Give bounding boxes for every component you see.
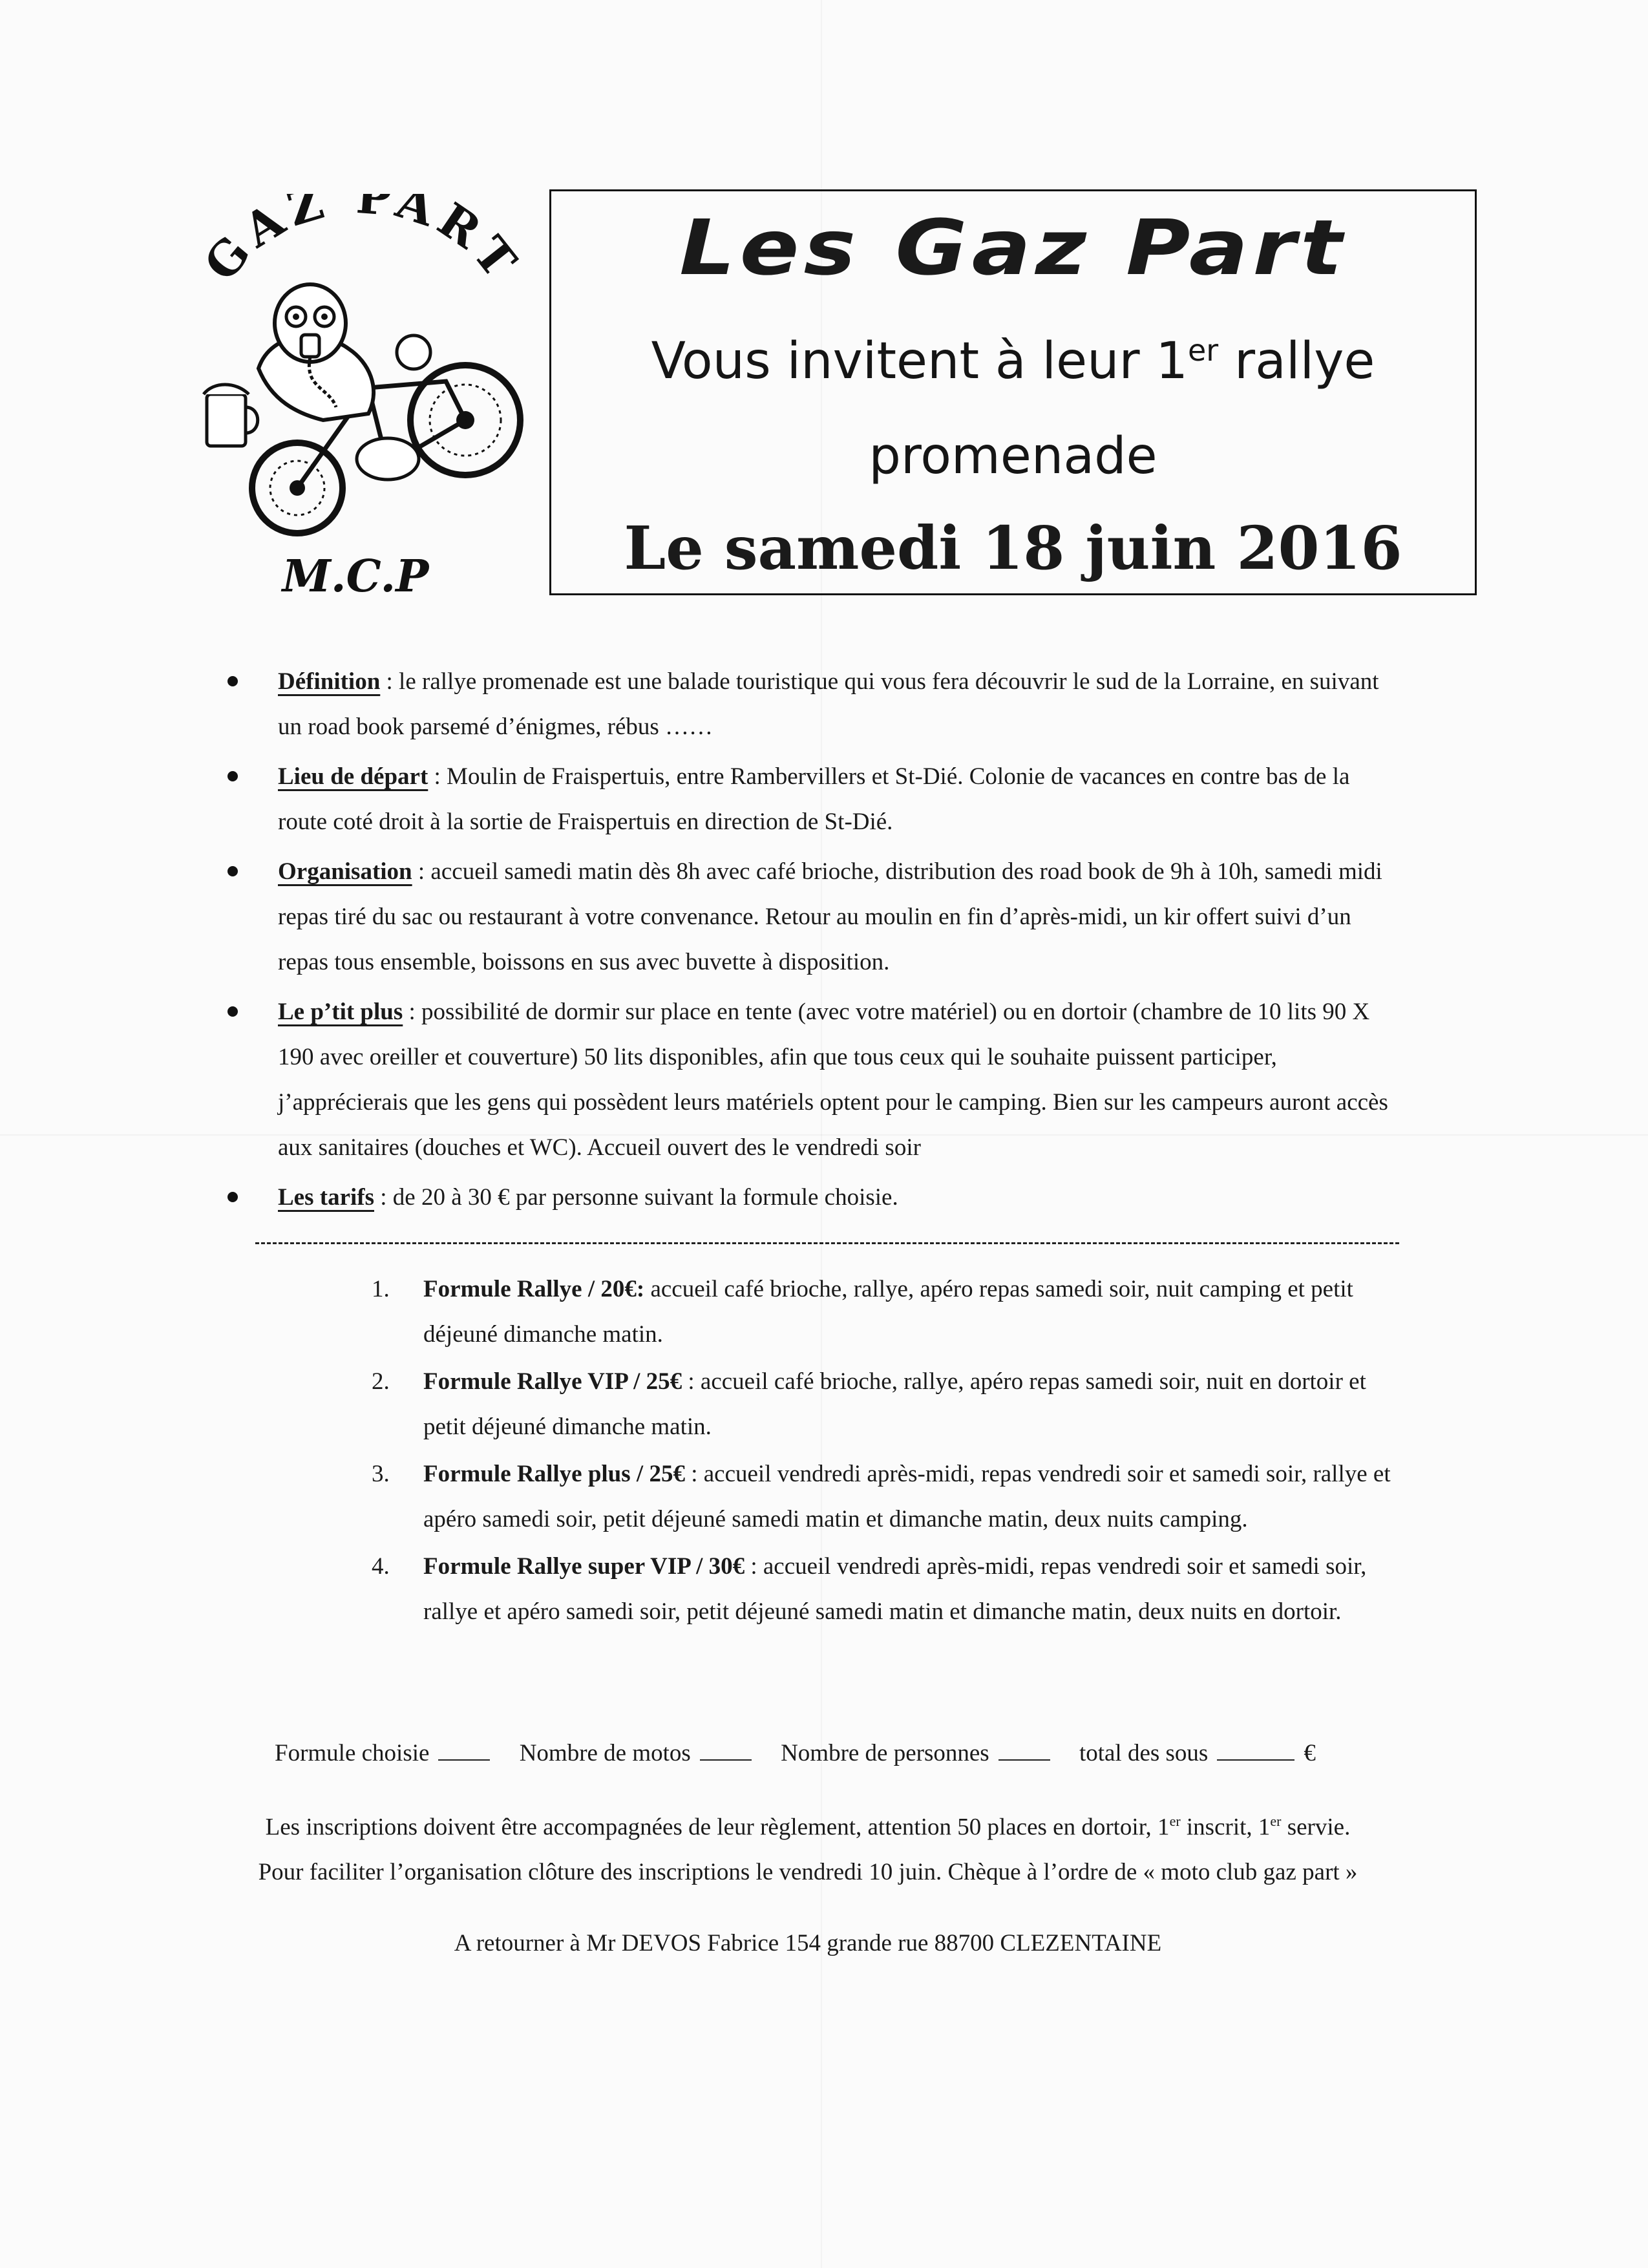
total-field-label: total des sous xyxy=(1079,1740,1209,1766)
formule-text: : accueil vendredi après-midi, repas vendredi soir et samedi soir, rallye et apéro samedi soir, petit déjeuné samedi matin et dimanche matin, deux nuits en dortoir. xyxy=(423,1553,1367,1625)
motos-field[interactable] xyxy=(700,1739,752,1761)
invitation-line-2: promenade xyxy=(869,427,1157,485)
event-date: Le samedi 18 juin 2016 xyxy=(624,513,1402,583)
formule-number: 3. xyxy=(372,1461,390,1487)
currency-symbol: € xyxy=(1304,1740,1316,1766)
total-field[interactable] xyxy=(1217,1739,1294,1761)
formule-number: 2. xyxy=(372,1368,390,1395)
list-item xyxy=(220,1175,1402,1220)
logo-bottom-text: M.C.P xyxy=(282,551,429,602)
personnes-field[interactable] xyxy=(998,1739,1050,1761)
list-item xyxy=(220,754,1402,845)
bullet-icon xyxy=(227,676,238,686)
bullet-icon xyxy=(227,1006,238,1017)
formule-name: Formule Rallye plus / 25€ xyxy=(423,1461,685,1487)
item-term: Le p’tit plus xyxy=(278,999,403,1025)
formule-text: : accueil café brioche, rallye, apéro repas samedi soir, nuit en dortoir et petit déjeuné dimanche matin. xyxy=(423,1368,1366,1440)
invitation-text: Vous invitent à leur 1 xyxy=(651,332,1188,390)
formule-name: Formule Rallye / 20€: xyxy=(423,1276,645,1302)
item-term: Lieu de départ xyxy=(278,763,428,790)
formule-item xyxy=(372,1359,1412,1450)
info-list xyxy=(220,659,1402,1225)
club-title: Les Gaz Part xyxy=(679,203,1347,292)
formule-item xyxy=(372,1267,1412,1357)
formule-name: Formule Rallye VIP / 25€ xyxy=(423,1368,682,1395)
item-text: : possibilité de dormir sur place en tente (avec votre matériel) ou en dortoir (chambre de 10 lits 90 X 190 avec oreiller et couverture) 50 lits disponibles, afin que tous ceux qui le souhaite puissent participer, j’apprécierais que les gens qui possèdent leurs matériels optent pour le camping. Bien sur les campeurs auront accès aux sanitaires (douches et WC). Accueil ouvert des le vendredi soir xyxy=(278,999,1388,1161)
bullet-icon xyxy=(227,771,238,781)
invitation-text-end: rallye xyxy=(1218,332,1375,390)
title-box xyxy=(549,189,1477,595)
invitation-line xyxy=(551,332,1475,390)
invitation-sup: er xyxy=(1188,333,1219,368)
logo-top-text: GAZ PART xyxy=(193,194,531,293)
formule-name: Formule Rallye super VIP / 30€ xyxy=(423,1553,745,1580)
list-item xyxy=(220,659,1402,750)
item-term: Définition xyxy=(278,668,381,695)
formule-field[interactable] xyxy=(438,1739,490,1761)
note-sup: er xyxy=(1270,1813,1282,1829)
dashed-divider xyxy=(255,1242,1399,1244)
note-text: inscrit, 1 xyxy=(1180,1814,1271,1841)
list-item xyxy=(220,849,1402,985)
formule-text: accueil café brioche, rallye, apéro repas samedi soir, nuit camping et petit déjeuné dimanche matin. xyxy=(423,1276,1353,1348)
formule-field-label: Formule choisie xyxy=(275,1740,430,1766)
item-term: Les tarifs xyxy=(278,1184,374,1211)
item-term: Organisation xyxy=(278,858,412,885)
formule-text: : accueil vendredi après-midi, repas vendredi soir et samedi soir, rallye et apéro samedi soir, petit déjeuné samedi matin et dimanche matin, deux nuits camping. xyxy=(423,1461,1391,1532)
bullet-icon xyxy=(227,866,238,876)
registration-note xyxy=(174,1813,1441,1841)
personnes-field-label: Nombre de personnes xyxy=(781,1740,989,1766)
svg-text:GAZ PART xyxy=(193,194,531,292)
closing-date-note: Pour faciliter l’organisation clôture des inscriptions le vendredi 10 juin. Chèque à l’ordre de « moto club gaz part » xyxy=(258,1859,1358,1885)
note-text: servie. xyxy=(1281,1814,1351,1841)
formule-number: 4. xyxy=(372,1553,390,1580)
registration-form-line xyxy=(275,1739,1386,1767)
motos-field-label: Nombre de motos xyxy=(519,1740,691,1766)
bullet-icon xyxy=(227,1192,238,1202)
note-text: Les inscriptions doivent être accompagnées de leur règlement, attention 50 places en dortoir, 1 xyxy=(265,1814,1170,1841)
list-item xyxy=(220,990,1402,1171)
item-text: : de 20 à 30 € par personne suivant la formule choisie. xyxy=(374,1184,898,1211)
formule-item xyxy=(372,1452,1412,1542)
formule-number: 1. xyxy=(372,1276,390,1302)
formule-item xyxy=(372,1544,1412,1635)
formules-list xyxy=(372,1267,1412,1637)
item-text: : Moulin de Fraispertuis, entre Rambervillers et St-Dié. Colonie de vacances en contre bas de la route coté droit à la sortie de Fraispertuis en direction de St-Dié. xyxy=(278,763,1350,835)
item-text: : accueil samedi matin dès 8h avec café brioche, distribution des road book de 9h à 10h, samedi midi repas tiré du sac ou restaurant à votre convenance. Retour au moulin en fin d’après-midi, un kir offert suivi d’un repas tous ensemble, boissons en sus avec buvette à disposition. xyxy=(278,858,1382,975)
item-text: : le rallye promenade est une balade touristique qui vous fera découvrir le sud de la Lorraine, en suivant un road book parsemé d’énigmes, rébus …… xyxy=(278,668,1379,740)
return-address: A retourner à Mr DEVOS Fabrice 154 grande rue 88700 CLEZENTAINE xyxy=(454,1930,1162,1956)
note-sup: er xyxy=(1169,1813,1181,1829)
